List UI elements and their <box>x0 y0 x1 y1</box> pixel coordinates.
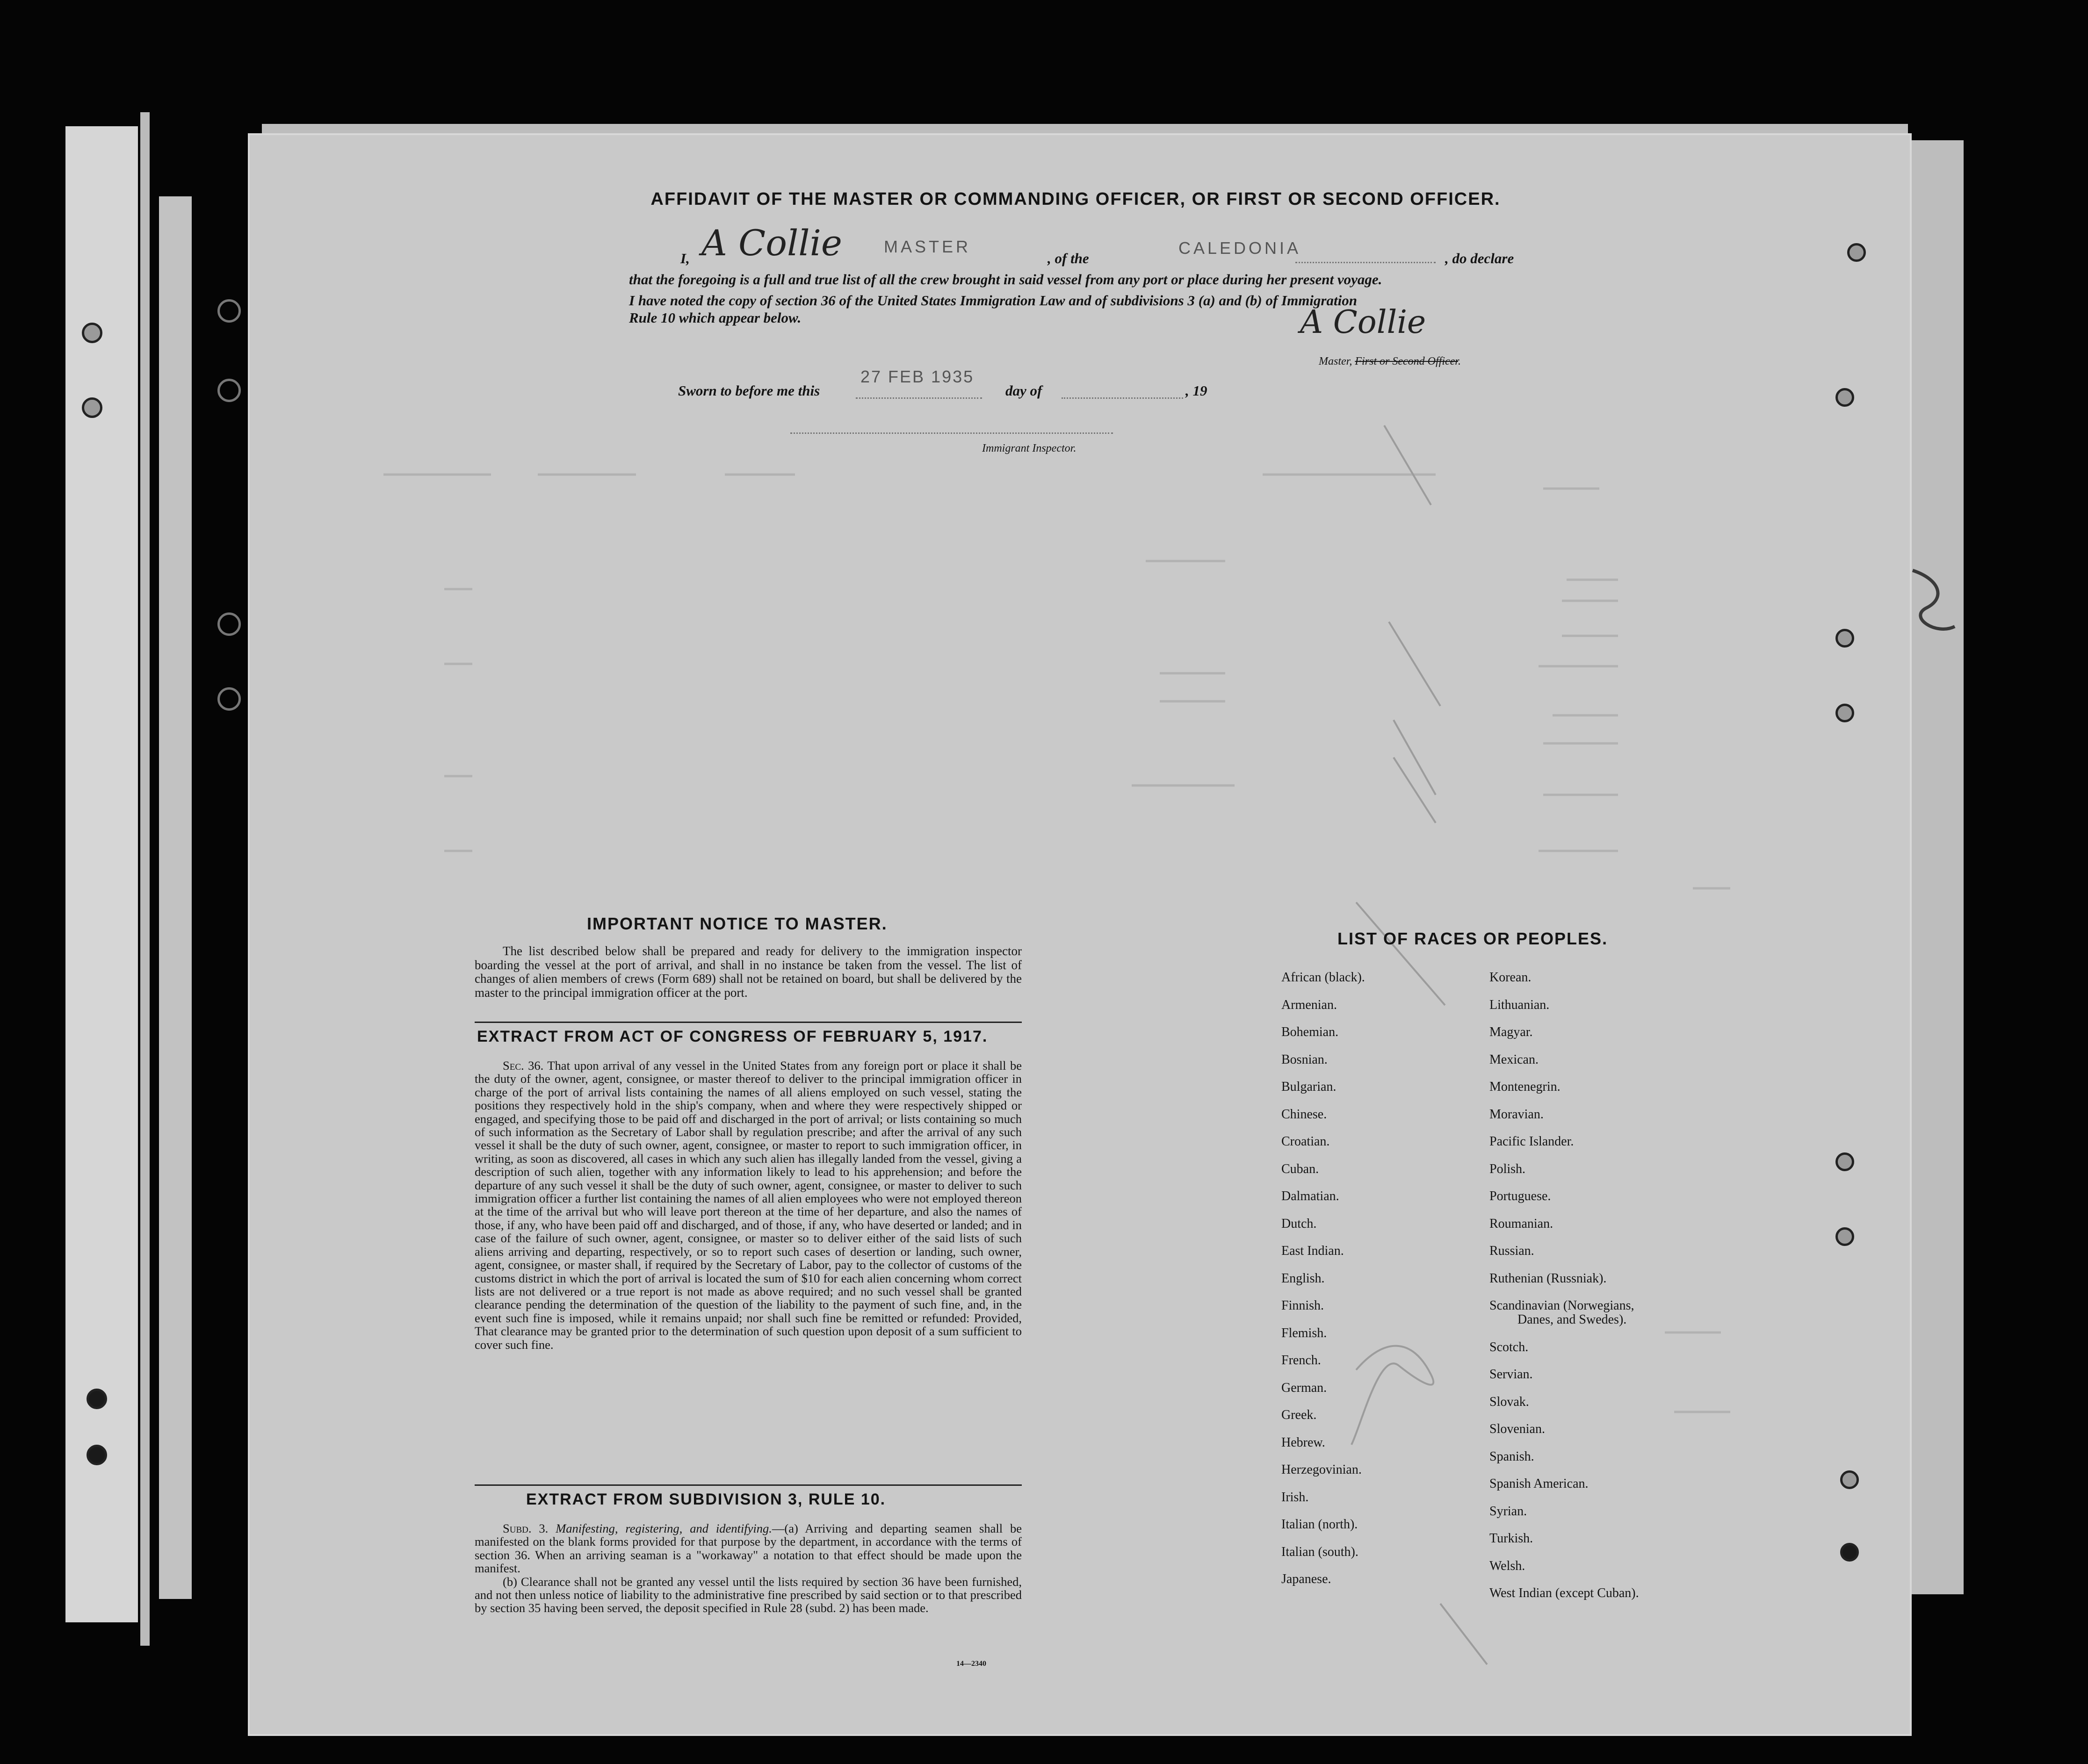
race-item: Servian. <box>1489 1367 1533 1382</box>
race-item: Italian (north). <box>1281 1517 1358 1532</box>
race-item: Polish. <box>1489 1161 1526 1176</box>
act-extract-text: Sec. 36. That upon arrival of any vessel in the United States from any foreign port or place it shall be the duty of the owner, agent, consignee, or master thereof to deliver to the principal immigration officer in charge of the port of arrival lists containing the names of all aliens employed on such vessel, stating the positions they respectively hold in the ship's company, when and where they were respectively shipped or engaged, and specifying those to be paid off and discharged in the port of arrival; or lists containing so much of such information as the Secretary of Labor shall by regulation prescribe; and after the arrival of any such vessel it shall be the duty of such owner, agent, consignee, or master to report to such immigration officer, in writing, as soon as discovered, all cases in which any such alien has illegally landed from the vessel, giving a description of such alien, together with any information likely to lead to his apprehension; and before the departure of any such vessel it shall be the duty of such owner, agent, consignee, or master to deliver to such immigration officer a further list containing the names of all alien employees who were not employed thereon at the time of the arrival but who will leave port thereon at the time of her departure, and also the names of those, if any, who have been paid off and discharged, and of those, if any, who have deserted or landed; and in case of the failure of such owner, agent, consignee, or master so to deliver either of the said lists of such aliens arriving and departing, respectively, or so to report such cases of desertion or landing, such owner, agent, consignee, or master shall, if required by the Secretary of Labor, pay to the collector of customs of the customs district in which the port of arrival is located the sum of $10 for each alien concerning whom correct lists are not delivered or a true report is not made as above required; and no such vessel shall be granted clearance pending the determination of the question of the liability to the payment of such fine, and, in the event such fine is imposed, while it remains unpaid; nor shall such fine be remitted or refunded: Provided, That clearance may be granted prior to the determination of such question upon deposit of a sum sufficient to cover such fine. <box>475 1058 1022 1352</box>
inspector-signature-field <box>790 432 1113 434</box>
race-item: Herzegovinian. <box>1281 1462 1362 1477</box>
race-item: Italian (south). <box>1281 1544 1358 1559</box>
race-item: Magyar. <box>1489 1025 1533 1039</box>
declarant-label: I, <box>680 250 690 266</box>
race-item: Hebrew. <box>1281 1435 1325 1450</box>
date-stamp: 27 FEB 1935 <box>860 367 975 386</box>
race-item: Bulgarian. <box>1281 1080 1337 1094</box>
act-extract-title: EXTRACT FROM ACT OF CONGRESS OF FEBRUARY 5, 1917. <box>477 1028 988 1045</box>
race-item: Portuguese. <box>1489 1189 1551 1203</box>
race-item: Bosnian. <box>1281 1052 1328 1067</box>
race-item: Spanish American. <box>1489 1476 1589 1491</box>
race-item: African (black). <box>1281 970 1365 985</box>
race-item: German. <box>1281 1380 1327 1395</box>
race-item: Korean. <box>1489 970 1532 985</box>
rule-extract-text: Subd. 3. Manifesting, registering, and identifying.—(a) Arriving and departing seamen shall be manifested on the blank forms provided for that purpose by the department, in accordance with the terms of section 36. When an arriving seaman is a "workaway" a notation to that effect should be made upon the manifest. (b) Clearance shall not be granted any vessel until the lists required by section 36 have been furnished, and not then unless notice of liability to the administrative fine prescribed by said section or to that prescribed by section 35 having been served, the deposit specified in Rule 28 (subd. 2) has been made. <box>475 1521 1022 1615</box>
race-item: Chinese. <box>1281 1107 1327 1122</box>
race-item: Mexican. <box>1489 1052 1539 1067</box>
race-item: West Indian (except Cuban). <box>1489 1586 1639 1600</box>
race-item: Greek. <box>1281 1408 1317 1422</box>
race-item: East Indian. <box>1281 1244 1344 1258</box>
notice-text: The list described below shall be prepared and ready for delivery to the immigration inspector boarding the vessel at the port of arrival, and shall in no instance be taken from the vessel. The list of changes of alien members of crews (Form 689) shall not be retained on board, but shall be delivered by the master to the principal immigration officer at the port. <box>475 944 1022 1000</box>
race-item: Bohemian. <box>1281 1025 1339 1039</box>
form-number: 14—2340 <box>956 1660 986 1668</box>
race-item: Dutch. <box>1281 1216 1317 1231</box>
race-item: Ruthenian (Russniak). <box>1489 1271 1607 1286</box>
notice-title: IMPORTANT NOTICE TO MASTER. <box>587 914 888 933</box>
race-item: French. <box>1281 1353 1321 1368</box>
races-title: LIST OF RACES OR PEOPLES. <box>1337 929 1608 948</box>
declaration-line-4: Rule 10 which appear below. <box>629 310 802 326</box>
race-item: English. <box>1281 1271 1325 1286</box>
race-item: Pacific Islander. <box>1489 1134 1574 1149</box>
month-field <box>1062 397 1183 399</box>
section-divider <box>475 1484 1022 1486</box>
race-item: Cuban. <box>1281 1161 1319 1176</box>
race-item: Moravian. <box>1489 1107 1544 1122</box>
race-item: Armenian. <box>1281 997 1337 1012</box>
vessel-name-field <box>1295 262 1436 263</box>
race-item: Spanish. <box>1489 1449 1534 1464</box>
declaration-line-2: that the foregoing is a full and true list of all the crew brought in said vessel from any port or place during her present voyage. <box>629 271 1382 288</box>
races-right-column <box>1489 970 1639 1613</box>
sworn-label: Sworn to before me this <box>678 382 820 399</box>
race-item: Roumanian. <box>1489 1216 1553 1231</box>
race-item: Scotch. <box>1489 1339 1529 1354</box>
rule-extract-title: EXTRACT FROM SUBDIVISION 3, RULE 10. <box>526 1490 886 1508</box>
race-item: Montenegrin. <box>1489 1080 1561 1094</box>
do-declare-label: , do declare <box>1445 250 1514 266</box>
of-the-label: , of the <box>1048 250 1089 266</box>
day-field <box>856 397 982 399</box>
race-item: Flemish. <box>1281 1325 1327 1340</box>
race-item: Finnish. <box>1281 1298 1324 1313</box>
race-item: Scandinavian (Norwegians, <box>1489 1298 1634 1313</box>
race-item: Danes, and Swedes). <box>1517 1312 1627 1327</box>
race-item: Dalmatian. <box>1281 1189 1339 1203</box>
race-item: Lithuanian. <box>1489 997 1550 1012</box>
master-signature: A Collie <box>1300 304 1426 341</box>
year-label: , 19 <box>1185 382 1207 399</box>
section-divider <box>475 1022 1022 1023</box>
rank-value: MASTER <box>884 237 971 256</box>
race-item: Croatian. <box>1281 1134 1330 1149</box>
race-item: Irish. <box>1281 1490 1309 1505</box>
master-caption: Master, First or Second Officer. <box>1319 355 1461 367</box>
race-item: Slovak. <box>1489 1394 1529 1409</box>
race-item: Japanese. <box>1281 1572 1331 1586</box>
race-item: Turkish. <box>1489 1531 1533 1546</box>
race-item: Syrian. <box>1489 1504 1527 1519</box>
master-signature: A Collie <box>701 222 842 264</box>
race-item: Slovenian. <box>1489 1422 1545 1436</box>
day-of-label: day of <box>1005 382 1042 399</box>
race-item: Russian. <box>1489 1244 1534 1258</box>
declaration-line-3: I have noted the copy of section 36 of the United States Immigration Law and of subdivisions 3 (a) and (b) of Immigration <box>629 292 1357 309</box>
section-label: Sec. 36. <box>503 1058 544 1073</box>
affidavit-heading: AFFIDAVIT OF THE MASTER OR COMMANDING OFFICER, OR FIRST OR SECOND OFFICER. <box>650 189 1501 209</box>
race-item: Welsh. <box>1489 1558 1525 1573</box>
vessel-name-value: CALEDONIA <box>1178 238 1301 258</box>
inspector-label: Immigrant Inspector. <box>982 442 1077 454</box>
races-left-column <box>1281 970 1365 1599</box>
